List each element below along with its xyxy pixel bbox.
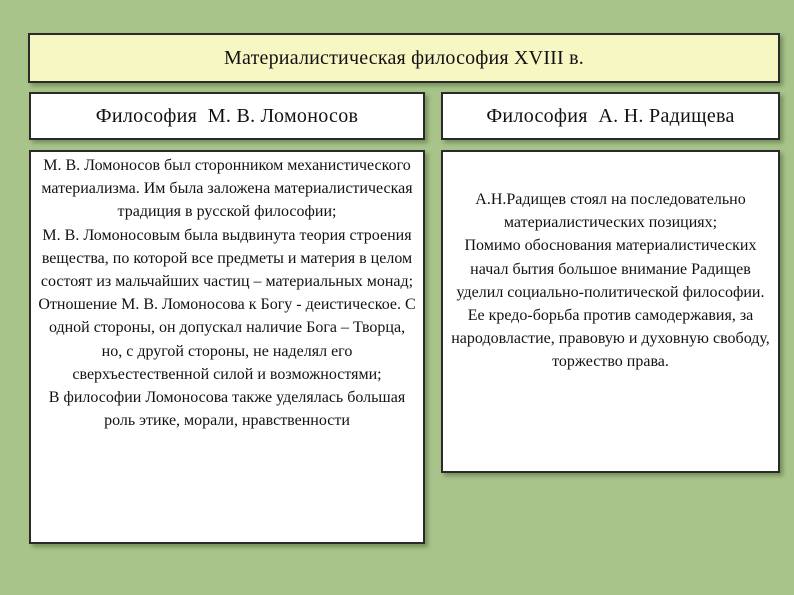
- title-banner: [28, 33, 780, 83]
- lomonosov-heading-box: [29, 92, 425, 140]
- radishchev-paragraph: А.Н.Радищев стоял на последовательно материалистических позициях;: [475, 191, 746, 232]
- radishchev-heading-box: [441, 92, 780, 140]
- lomonosov-paragraph: Отношение М. В. Ломоносова к Богу - деистическое. С одной стороны, он допускал наличие Бога – Творца, но, с другой стороны, не наделял его сверхъестественной силой и возможностями;: [38, 296, 416, 383]
- radishchev-paragraph: Ее кредо-борьба против самодержавия, за народовластие, правовую и духовную свободу, торжество права.: [451, 307, 770, 371]
- radishchev-text-box: [441, 150, 780, 473]
- lomonosov-text-box: [29, 150, 425, 544]
- radishchev-paragraph: Помимо обоснования материалистических начал бытия большое внимание Радищев уделил социально-политической философии.: [456, 237, 765, 301]
- lomonosov-paragraph: М. В. Ломоносовым была выдвинута теория строения вещества, по которой все предметы и материя в целом состоят из мальчайших частиц – материальных монад;: [40, 226, 414, 291]
- radishchev-heading: Философия А. Н. Радищева: [486, 104, 735, 127]
- lomonosov-paragraph: М. В. Ломоносов был сторонником механистического материализма. Им была заложена материалистическая традиция в русской философии;: [41, 157, 413, 221]
- lomonosov-heading: Философия М. В. Ломоносов: [95, 104, 359, 127]
- slide-title: Материалистическая философия XVIII в.: [224, 46, 584, 69]
- lomonosov-paragraph: В философии Ломоносова также уделялась большая роль этике, морали, нравственности: [48, 389, 406, 430]
